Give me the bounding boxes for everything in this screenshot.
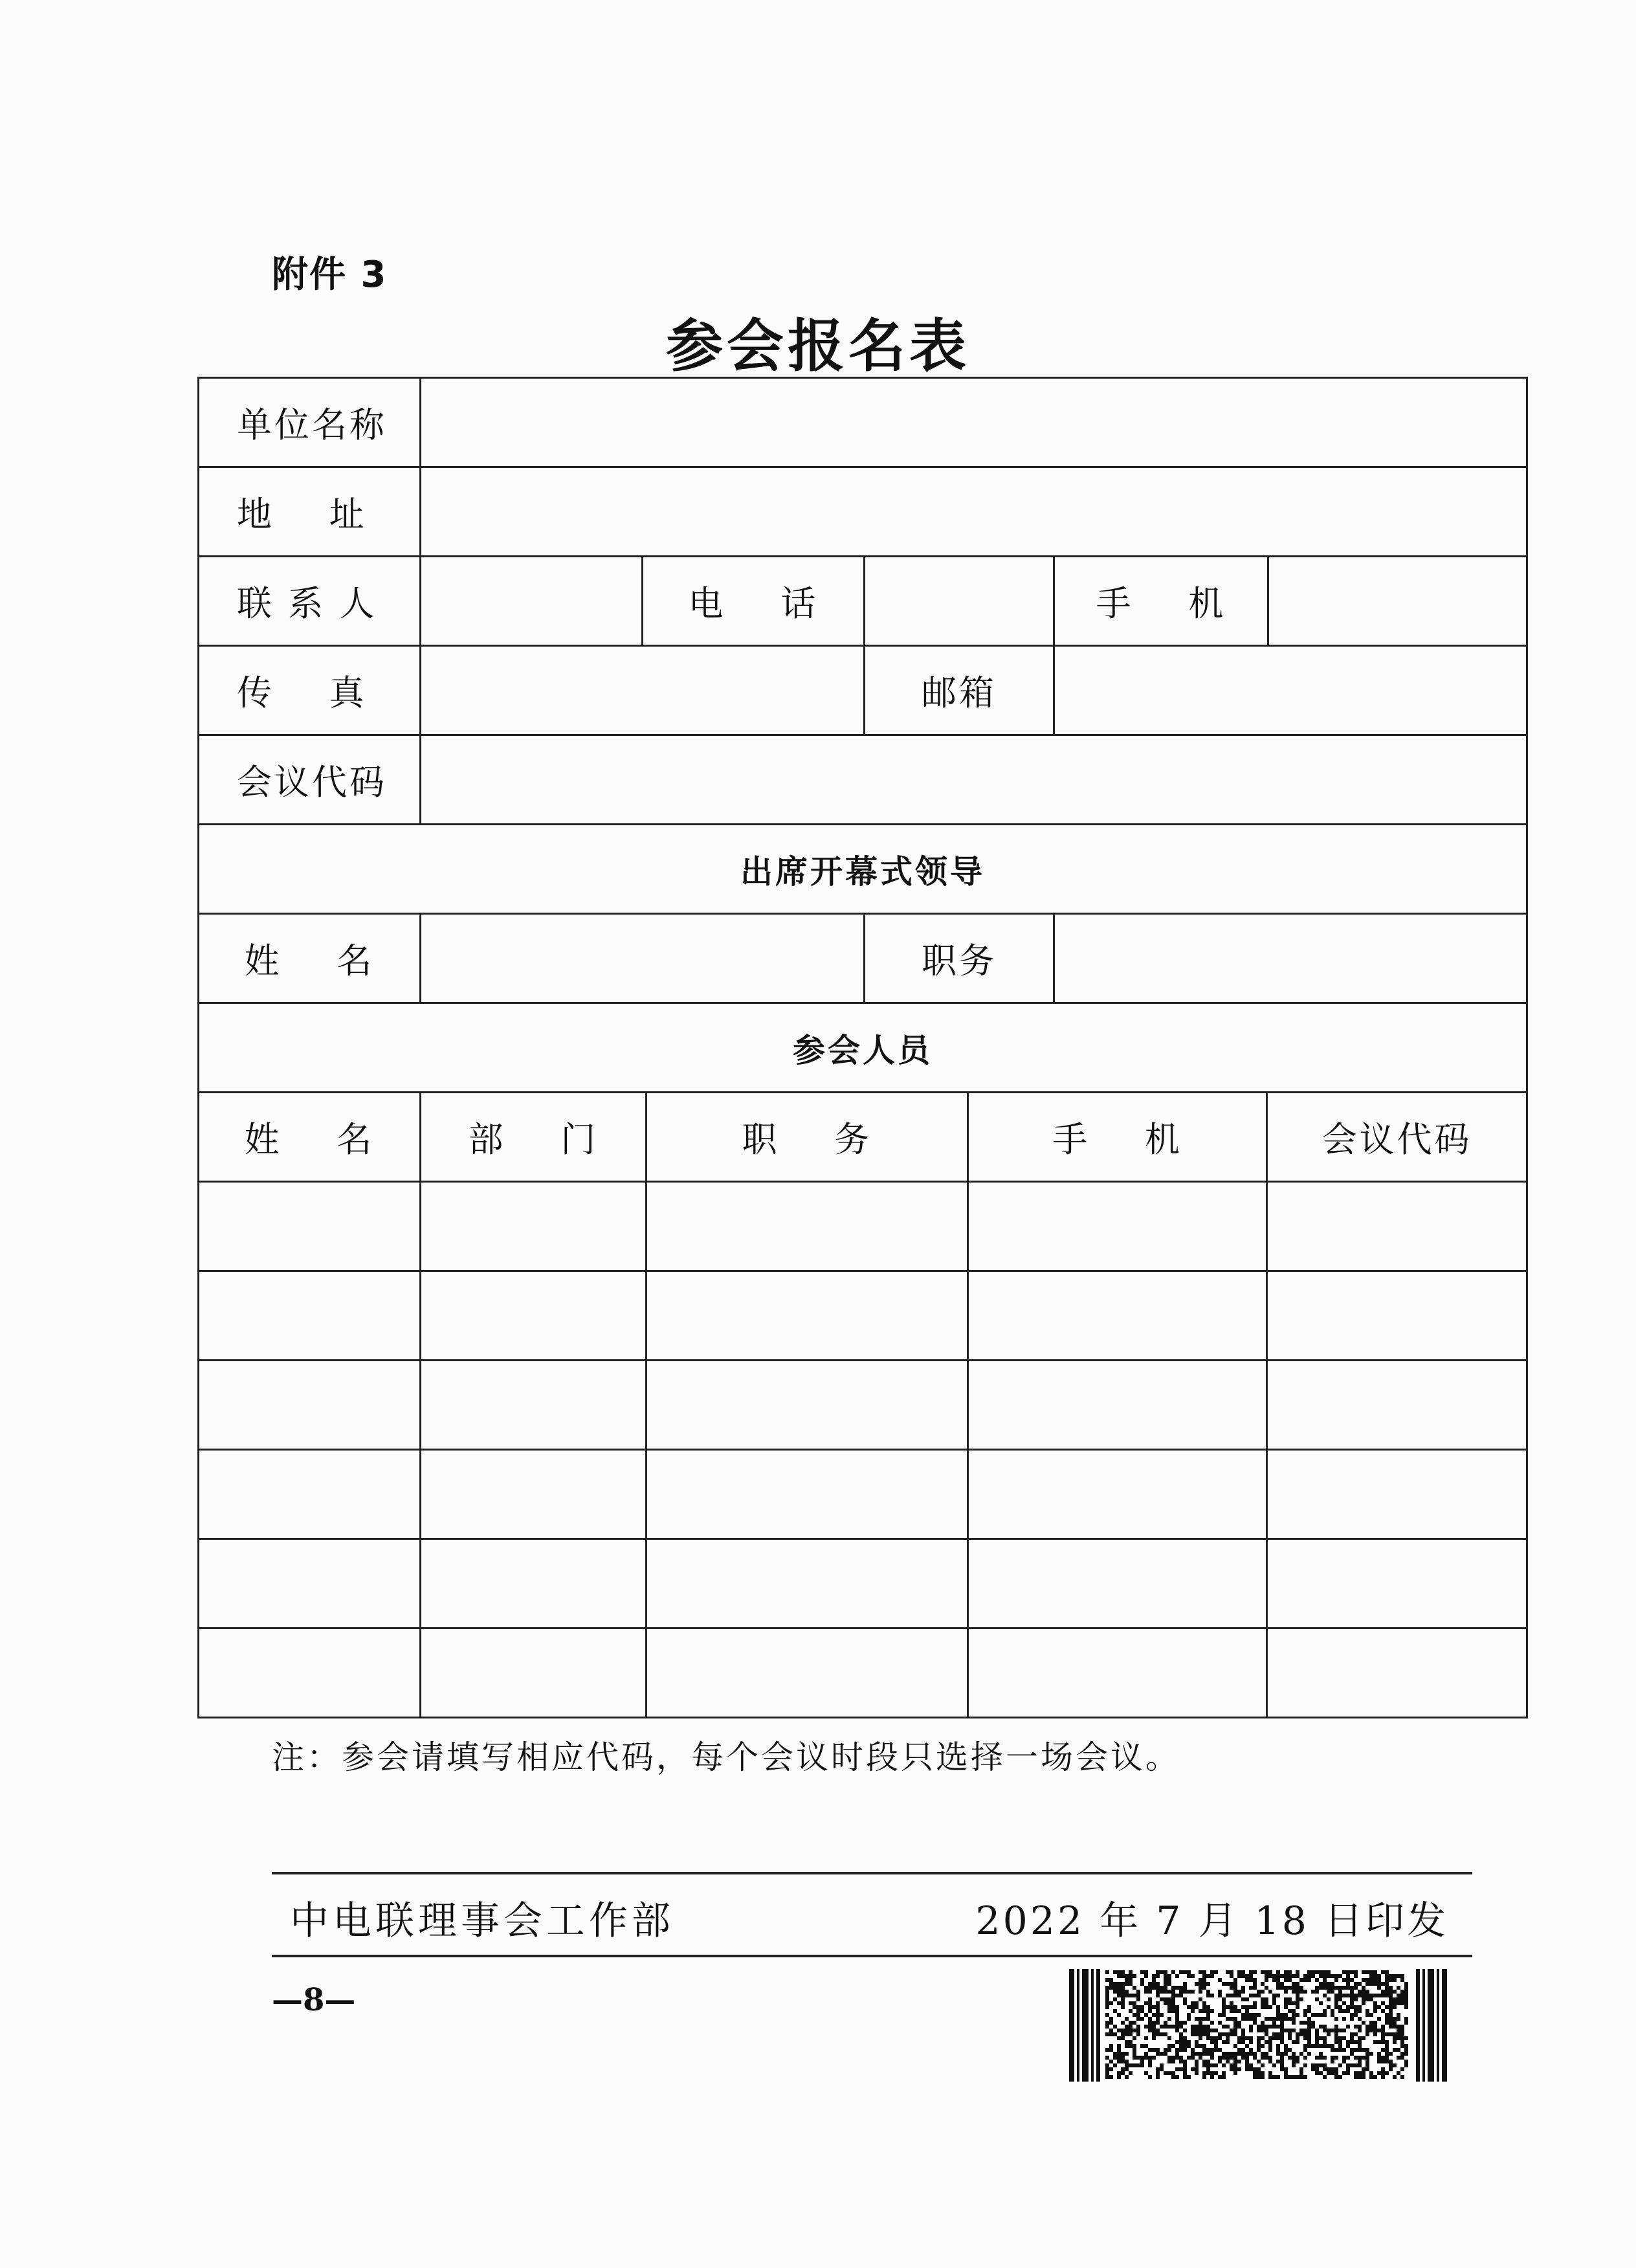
contact-field[interactable] bbox=[421, 557, 643, 646]
attendee-meeting-code-cell[interactable] bbox=[1267, 1361, 1527, 1450]
fax-row bbox=[199, 646, 1527, 735]
footer-top-rule bbox=[272, 1872, 1472, 1874]
attendee-row bbox=[199, 1271, 1527, 1361]
unit-name-label: 单位名称 bbox=[199, 378, 421, 467]
attendee-name-cell[interactable] bbox=[199, 1629, 421, 1718]
attendee-department-cell[interactable] bbox=[421, 1450, 647, 1539]
attendee-name-cell[interactable] bbox=[199, 1182, 421, 1271]
attendee-department-cell[interactable] bbox=[421, 1271, 647, 1361]
form-note: 注：参会请填写相应代码，每个会议时段只选择一场会议。 bbox=[272, 1739, 1180, 1776]
attendee-department-cell[interactable] bbox=[421, 1182, 647, 1271]
attendee-department-cell[interactable] bbox=[421, 1539, 647, 1629]
form-title: 参会报名表 bbox=[665, 313, 970, 379]
address-label: 地 址 bbox=[199, 467, 421, 557]
attendee-mobile-cell[interactable] bbox=[968, 1629, 1267, 1718]
leader-position-label: 职务 bbox=[865, 914, 1054, 1003]
column-header-mobile: 手 机 bbox=[968, 1093, 1267, 1182]
barcode-icon bbox=[1068, 1966, 1448, 2084]
attendee-row bbox=[199, 1629, 1527, 1718]
mobile-label: 手 机 bbox=[1054, 557, 1268, 646]
unit-name-row bbox=[199, 378, 1527, 467]
attendee-meeting-code-cell[interactable] bbox=[1267, 1629, 1527, 1718]
attachment-label: 附件 3 bbox=[272, 254, 388, 296]
column-header-department: 部 门 bbox=[421, 1093, 647, 1182]
unit-name-field[interactable] bbox=[421, 378, 1527, 467]
attendee-row bbox=[199, 1539, 1527, 1629]
attendee-row bbox=[199, 1182, 1527, 1271]
meeting-code-field[interactable] bbox=[421, 735, 1527, 825]
meeting-code-row bbox=[199, 735, 1527, 825]
attendee-meeting-code-cell[interactable] bbox=[1267, 1539, 1527, 1629]
address-row bbox=[199, 467, 1527, 557]
attendee-name-cell[interactable] bbox=[199, 1539, 421, 1629]
attendee-mobile-cell[interactable] bbox=[968, 1539, 1267, 1629]
mobile-field[interactable] bbox=[1268, 557, 1527, 646]
column-header-name: 姓 名 bbox=[199, 1093, 421, 1182]
address-field[interactable] bbox=[421, 467, 1527, 557]
footer-bottom-rule bbox=[272, 1955, 1472, 1957]
attendee-meeting-code-cell[interactable] bbox=[1267, 1450, 1527, 1539]
contact-row bbox=[199, 557, 1527, 646]
issuer-name: 中电联理事会工作部 bbox=[290, 1898, 674, 1944]
registration-form-table bbox=[197, 377, 1528, 1718]
attendee-department-cell[interactable] bbox=[421, 1361, 647, 1450]
phone-field[interactable] bbox=[865, 557, 1054, 646]
attendees-section-row bbox=[199, 1003, 1527, 1093]
attendees-section-heading: 参会人员 bbox=[199, 1003, 1527, 1093]
contact-label: 联 系 人 bbox=[199, 557, 421, 646]
attendee-position-cell[interactable] bbox=[647, 1182, 968, 1271]
fax-label: 传 真 bbox=[199, 646, 421, 735]
attendee-mobile-cell[interactable] bbox=[968, 1271, 1267, 1361]
leader-position-field[interactable] bbox=[1054, 914, 1527, 1003]
leader-name-label: 姓 名 bbox=[199, 914, 421, 1003]
issue-date: 2022 年 7 月 18 日印发 bbox=[975, 1898, 1448, 1944]
attendee-name-cell[interactable] bbox=[199, 1271, 421, 1361]
attendee-meeting-code-cell[interactable] bbox=[1267, 1182, 1527, 1271]
attendee-meeting-code-cell[interactable] bbox=[1267, 1271, 1527, 1361]
attendee-position-cell[interactable] bbox=[647, 1629, 968, 1718]
attendee-position-cell[interactable] bbox=[647, 1539, 968, 1629]
leader-name-field[interactable] bbox=[421, 914, 865, 1003]
attendee-position-cell[interactable] bbox=[647, 1361, 968, 1450]
attendee-mobile-cell[interactable] bbox=[968, 1450, 1267, 1539]
attendee-department-cell[interactable] bbox=[421, 1629, 647, 1718]
phone-label: 电 话 bbox=[643, 557, 865, 646]
column-header-meeting-code: 会议代码 bbox=[1267, 1093, 1527, 1182]
opening-section-heading: 出席开幕式领导 bbox=[199, 825, 1527, 914]
fax-field[interactable] bbox=[421, 646, 865, 735]
leader-row bbox=[199, 914, 1527, 1003]
attendee-name-cell[interactable] bbox=[199, 1450, 421, 1539]
attendee-row bbox=[199, 1361, 1527, 1450]
attendee-position-cell[interactable] bbox=[647, 1450, 968, 1539]
opening-section-row bbox=[199, 825, 1527, 914]
attendee-row bbox=[199, 1450, 1527, 1539]
column-header-position: 职 务 bbox=[647, 1093, 968, 1182]
attendee-header-row bbox=[199, 1093, 1527, 1182]
email-field[interactable] bbox=[1054, 646, 1527, 735]
attendee-mobile-cell[interactable] bbox=[968, 1361, 1267, 1450]
attendee-mobile-cell[interactable] bbox=[968, 1182, 1267, 1271]
email-label: 邮箱 bbox=[865, 646, 1054, 735]
page-number: —8— bbox=[272, 1982, 356, 2018]
attendee-position-cell[interactable] bbox=[647, 1271, 968, 1361]
meeting-code-label: 会议代码 bbox=[199, 735, 421, 825]
attendee-name-cell[interactable] bbox=[199, 1361, 421, 1450]
